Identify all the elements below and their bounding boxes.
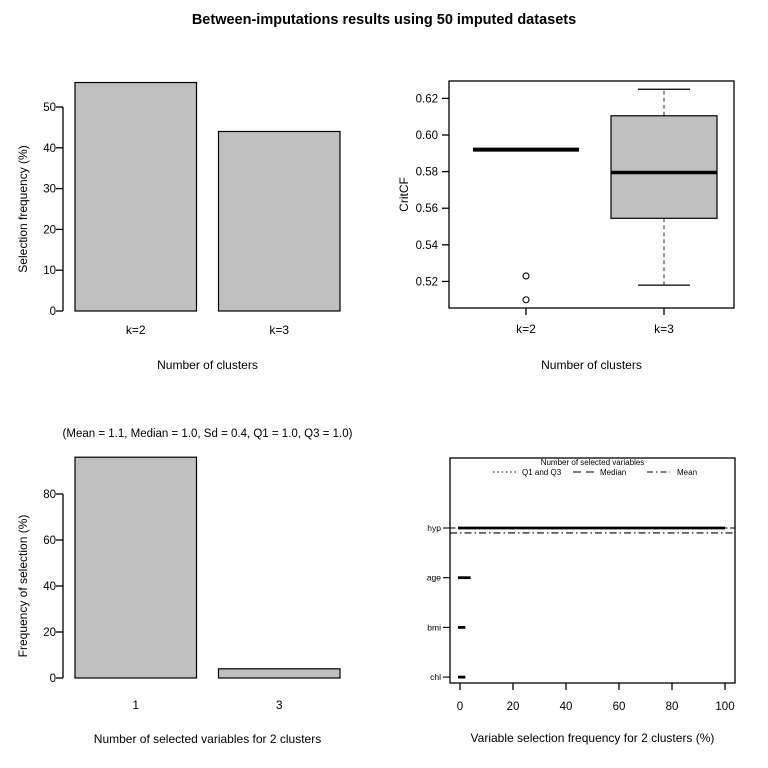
svg-text:Number of selected variables f: Number of selected variables for 2 clusters bbox=[93, 732, 322, 746]
svg-text:0.56: 0.56 bbox=[415, 203, 438, 216]
svg-text:80: 80 bbox=[43, 489, 56, 501]
svg-text:50: 50 bbox=[43, 102, 56, 114]
svg-text:3: 3 bbox=[275, 698, 283, 712]
svg-text:40: 40 bbox=[43, 142, 56, 155]
svg-text:(Mean = 1.1, Median = 1.0, Sd: (Mean = 1.1, Median = 1.0, Sd = 0.4, Q1 = 1.0, Q3 = 1.0) bbox=[62, 428, 353, 440]
svg-text:Number of selected variables: Number of selected variables bbox=[540, 458, 645, 467]
svg-text:20: 20 bbox=[43, 224, 56, 237]
svg-text:bmi: bmi bbox=[427, 622, 441, 633]
svg-text:CritCF: CritCF bbox=[397, 177, 411, 212]
svg-text:80: 80 bbox=[665, 701, 679, 713]
svg-text:0: 0 bbox=[49, 306, 56, 318]
svg-text:chl: chl bbox=[430, 672, 441, 683]
svg-text:Number of clusters: Number of clusters bbox=[541, 358, 642, 372]
svg-text:Median: Median bbox=[600, 468, 627, 477]
svg-text:1: 1 bbox=[132, 698, 140, 712]
svg-text:40: 40 bbox=[43, 581, 56, 593]
svg-text:0: 0 bbox=[49, 673, 56, 685]
svg-text:60: 60 bbox=[612, 701, 626, 713]
svg-text:Q1 and Q3: Q1 and Q3 bbox=[522, 468, 562, 477]
svg-text:k=2: k=2 bbox=[125, 323, 146, 337]
svg-text:Variable selection frequency f: Variable selection frequency for 2 clusters (%) bbox=[470, 731, 715, 745]
variable-selection-frequency-chart bbox=[384, 404, 768, 768]
svg-text:40: 40 bbox=[559, 701, 573, 713]
svg-text:0.58: 0.58 bbox=[415, 166, 438, 179]
svg-text:30: 30 bbox=[43, 183, 56, 196]
svg-text:Number of clusters: Number of clusters bbox=[157, 358, 258, 372]
svg-text:10: 10 bbox=[43, 265, 56, 278]
svg-text:k=3: k=3 bbox=[269, 323, 290, 337]
svg-text:hyp: hyp bbox=[427, 523, 441, 533]
selection-frequency-bar-chart bbox=[0, 40, 384, 404]
svg-text:20: 20 bbox=[506, 701, 520, 713]
svg-text:k=2: k=2 bbox=[516, 322, 536, 336]
svg-text:20: 20 bbox=[43, 627, 56, 639]
svg-text:100: 100 bbox=[715, 701, 735, 713]
svg-text:Mean: Mean bbox=[677, 468, 698, 477]
svg-text:Selection frequency (%): Selection frequency (%) bbox=[16, 145, 30, 273]
svg-text:0.52: 0.52 bbox=[415, 276, 438, 289]
svg-text:0.62: 0.62 bbox=[415, 93, 438, 106]
svg-text:0: 0 bbox=[456, 701, 464, 713]
svg-text:age: age bbox=[426, 572, 441, 583]
svg-text:0.60: 0.60 bbox=[415, 130, 438, 143]
svg-text:Frequency of selection (%): Frequency of selection (%) bbox=[16, 514, 30, 658]
critcf-boxplot-chart bbox=[384, 40, 768, 404]
panels-grid bbox=[0, 40, 768, 768]
svg-text:0.54: 0.54 bbox=[415, 239, 438, 252]
svg-text:k=3: k=3 bbox=[654, 322, 674, 336]
svg-text:60: 60 bbox=[43, 535, 56, 547]
figure-title: Between-imputations results using 50 imputed datasets bbox=[191, 12, 577, 28]
selected-variables-bar-chart bbox=[0, 404, 384, 768]
